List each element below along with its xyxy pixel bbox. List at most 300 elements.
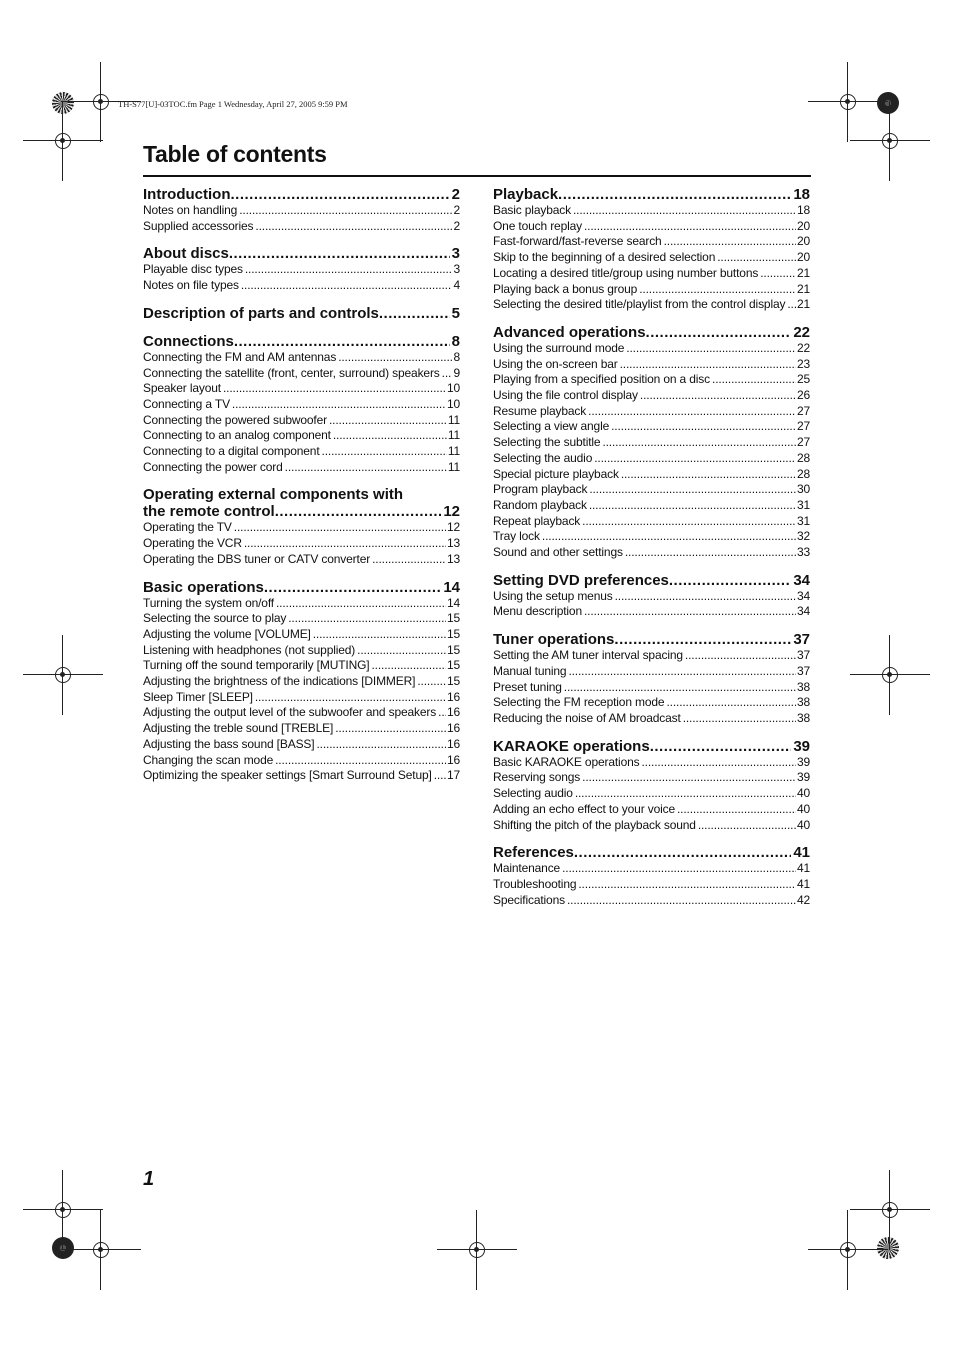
toc-entry[interactable] (493, 404, 810, 420)
section-heading[interactable] (143, 245, 460, 262)
color-target-icon (52, 1237, 74, 1259)
toc-entry[interactable] (493, 877, 810, 893)
entry-label: Tray lock (493, 529, 540, 544)
dot-leader (234, 520, 446, 536)
toc-section (493, 324, 810, 561)
section-page-number: 12 (443, 503, 460, 521)
title-rule (143, 175, 811, 177)
section-title: KARAOKE operations (493, 737, 650, 755)
toc-entry[interactable] (493, 680, 810, 696)
entry-page-number: 11 (447, 444, 460, 459)
dot-leader (573, 203, 796, 219)
dot-leader (717, 250, 796, 266)
entry-label: Specifications (493, 892, 565, 907)
entry-page-number: 15 (446, 611, 460, 626)
toc-entry[interactable] (143, 721, 460, 737)
section-title: Description of parts and controls (143, 304, 379, 322)
entry-label: Manual tuning (493, 663, 567, 678)
entry-page-number: 28 (796, 450, 810, 465)
section-page-number: 5 (451, 304, 460, 322)
entry-page-number: 11 (447, 428, 460, 443)
entry-label: Connecting a TV (143, 396, 230, 411)
section-page-number: 14 (443, 578, 460, 596)
entry-label: Selecting audio (493, 786, 573, 801)
entry-page-number: 13 (446, 551, 460, 566)
dot-leader (582, 770, 796, 786)
toc-entry[interactable] (143, 768, 460, 784)
dot-leader (255, 219, 452, 235)
dot-leader (442, 366, 453, 382)
dot-leader (245, 262, 453, 278)
section-title: Advanced operations (493, 323, 646, 341)
registration-mark-icon (828, 82, 868, 122)
entry-page-number: 2 (453, 218, 460, 233)
section-page-number: 34 (793, 571, 810, 589)
toc-entry[interactable] (493, 234, 810, 250)
section-title: About discs (143, 245, 229, 263)
toc-entry[interactable] (143, 460, 460, 476)
toc-entry[interactable] (493, 664, 810, 680)
entry-label: Using the setup menus (493, 588, 613, 603)
entry-label: Playing from a specified position on a disc (493, 372, 711, 387)
toc-section (143, 186, 460, 234)
entry-page-number: 10 (446, 396, 460, 411)
entry-page-number: 34 (796, 604, 810, 619)
dot-leader (685, 648, 796, 664)
entry-page-number: 42 (796, 892, 810, 907)
entry-page-number: 25 (796, 372, 810, 387)
dot-leader (313, 627, 446, 643)
section-heading[interactable] (493, 186, 810, 203)
toc-entry[interactable] (143, 690, 460, 706)
dot-leader (712, 372, 796, 388)
section-page-number: 2 (451, 186, 460, 203)
dot-leader (683, 711, 796, 727)
dot-leader (787, 297, 796, 313)
dot-leader (666, 695, 795, 711)
entry-page-number: 17 (446, 768, 460, 783)
dot-leader (588, 404, 796, 420)
section-page-number: 8 (451, 332, 460, 350)
toc-section (493, 738, 810, 834)
entry-label: Changing the scan mode (143, 752, 274, 767)
entry-page-number: 16 (446, 689, 460, 704)
entry-page-number: 16 (446, 705, 460, 720)
section-heading[interactable] (143, 579, 460, 596)
entry-page-number: 23 (796, 356, 810, 371)
toc-entry[interactable] (493, 282, 810, 298)
toc-section (143, 333, 460, 476)
toc-entry[interactable] (493, 482, 810, 498)
dot-leader (379, 305, 450, 322)
toc-entry[interactable] (493, 435, 810, 451)
entry-page-number: 38 (796, 710, 810, 725)
color-target-icon (877, 92, 899, 114)
entry-page-number: 20 (796, 218, 810, 233)
entry-page-number: 21 (796, 281, 810, 296)
dot-leader (669, 572, 791, 589)
registration-mark-icon (870, 121, 910, 161)
dot-leader (230, 186, 449, 203)
toc-entry[interactable] (493, 498, 810, 514)
toc-entry[interactable] (493, 861, 810, 877)
entry-label: Basic KARAOKE operations (493, 754, 640, 769)
section-title: Introduction (143, 186, 231, 203)
toc-entry[interactable] (493, 589, 810, 605)
dot-leader (574, 844, 791, 861)
entry-page-number: 20 (796, 250, 810, 265)
section-title: Basic operations (143, 578, 264, 596)
section-heading[interactable] (493, 844, 810, 861)
registration-mark-icon (870, 1190, 910, 1230)
entry-page-number: 14 (446, 595, 460, 610)
toc-entry[interactable] (493, 711, 810, 727)
entry-page-number: 11 (447, 459, 460, 474)
entry-label: Setting the AM tuner interval spacing (493, 648, 683, 663)
entry-page-number: 15 (446, 626, 460, 641)
dot-leader (621, 467, 796, 483)
dot-leader (677, 802, 796, 818)
entry-page-number: 37 (796, 648, 810, 663)
registration-mark-icon (81, 82, 121, 122)
entry-label: Adjusting the treble sound [TREBLE] (143, 721, 334, 736)
entry-page-number: 15 (446, 642, 460, 657)
toc-entry[interactable] (143, 350, 460, 366)
toc-entry[interactable] (143, 536, 460, 552)
entry-label: Playable disc types (143, 262, 243, 277)
toc-entry[interactable] (143, 413, 460, 429)
toc-section (143, 486, 460, 567)
entry-page-number: 21 (796, 265, 810, 280)
toc-entry[interactable] (143, 520, 460, 536)
section-heading[interactable] (493, 572, 810, 589)
entry-page-number: 28 (796, 466, 810, 481)
color-target-icon (877, 1237, 899, 1259)
section-title: Setting DVD preferences (493, 571, 669, 589)
toc-entry[interactable] (143, 278, 460, 294)
entry-label: Selecting the subtitle (493, 435, 601, 450)
entry-page-number: 16 (446, 736, 460, 751)
entry-page-number: 22 (796, 340, 810, 355)
toc-column-right (493, 186, 810, 919)
entry-label: Shifting the pitch of the playback sound (493, 817, 696, 832)
dot-leader (542, 529, 796, 545)
toc-entry[interactable] (493, 341, 810, 357)
dot-leader (589, 482, 796, 498)
section-title: References (493, 844, 574, 862)
section-page-number: 39 (793, 737, 810, 755)
section-title: Playback (493, 186, 559, 203)
dot-leader (584, 219, 796, 235)
toc-section (493, 186, 810, 313)
toc-entry[interactable] (143, 552, 460, 568)
section-heading[interactable] (143, 333, 460, 350)
entry-label: Repeat playback (493, 513, 581, 528)
dot-leader (650, 738, 792, 755)
dot-leader (698, 818, 796, 834)
dot-leader (333, 428, 447, 444)
section-page-number: 22 (793, 323, 810, 341)
entry-page-number: 16 (446, 752, 460, 767)
entry-page-number: 27 (796, 403, 810, 418)
entry-label: Connecting to an analog component (143, 428, 331, 443)
entry-label: Skip to the beginning of a desired selection (493, 250, 716, 265)
toc-entry[interactable] (493, 786, 810, 802)
entry-label: Random playback (493, 497, 587, 512)
registration-mark-icon (870, 655, 910, 695)
toc-entry[interactable] (493, 695, 810, 711)
section-page-number: 37 (793, 631, 810, 649)
toc-entry[interactable] (143, 596, 460, 612)
dot-leader (575, 786, 796, 802)
dot-leader (417, 674, 446, 690)
page-title: Table of contents (143, 141, 327, 167)
toc-entry[interactable] (493, 467, 810, 483)
entry-label: Playing back a bonus group (493, 281, 638, 296)
dot-leader (288, 611, 446, 627)
toc-entry[interactable] (143, 262, 460, 278)
registration-mark-icon (43, 121, 83, 161)
dot-leader (232, 397, 446, 413)
color-target-icon (52, 92, 74, 114)
entry-label: Basic playback (493, 203, 571, 217)
entry-page-number: 37 (796, 663, 810, 678)
entry-label: Menu description (493, 604, 582, 619)
dot-leader (760, 266, 796, 282)
dot-leader (322, 444, 447, 460)
toc-section (493, 572, 810, 620)
section-heading[interactable] (493, 738, 810, 755)
entry-label: Special picture playback (493, 466, 619, 481)
toc-entry[interactable] (143, 444, 460, 460)
entry-label: Supplied accessories (143, 218, 254, 233)
entry-label: Reducing the noise of AM broadcast (493, 710, 681, 725)
entry-label: Locating a desired title/group using number buttons (493, 265, 759, 280)
entry-label: Resume playback (493, 403, 587, 418)
entry-label: Speaker layout (143, 381, 221, 396)
entry-label: Notes on file types (143, 278, 239, 293)
file-info-header: TH-S77[U]-03TOC.fm Page 1 Wednesday, April 27, 2005 9:59 PM (118, 99, 348, 109)
entry-label: Turning off the sound temporarily [MUTING] (143, 658, 370, 673)
entry-label: Adjusting the output level of the subwoofer and speakers (143, 705, 437, 720)
entry-page-number: 40 (796, 786, 810, 801)
dot-leader (602, 435, 796, 451)
toc-entry[interactable] (493, 266, 810, 282)
entry-label: Listening with headphones (not supplied) (143, 642, 356, 657)
entry-label: Adjusting the bass sound [BASS] (143, 736, 315, 751)
section-heading[interactable] (493, 324, 810, 341)
registration-mark-icon (81, 1230, 121, 1270)
dot-leader (372, 552, 446, 568)
toc-entry[interactable] (493, 818, 810, 834)
entry-page-number: 38 (796, 679, 810, 694)
toc-entry[interactable] (493, 388, 810, 404)
entry-label: Operating the DBS tuner or CATV converter (143, 551, 371, 566)
section-heading[interactable] (143, 186, 460, 203)
entry-page-number: 20 (796, 234, 810, 249)
entry-label: Turning the system on/off (143, 595, 274, 610)
toc-entry[interactable] (143, 203, 460, 219)
toc-entry[interactable] (143, 674, 460, 690)
toc-entry[interactable] (493, 545, 810, 561)
section-heading[interactable] (143, 486, 460, 520)
section-heading[interactable] (493, 631, 810, 648)
toc-entry[interactable] (143, 611, 460, 627)
entry-page-number: 8 (453, 349, 460, 364)
toc-entry[interactable] (493, 755, 810, 771)
toc-entry[interactable] (493, 770, 810, 786)
entry-page-number: 26 (796, 388, 810, 403)
dot-leader (625, 545, 796, 561)
dot-leader (640, 388, 796, 404)
entry-page-number: 16 (446, 721, 460, 736)
entry-label: Selecting the source to play (143, 611, 287, 626)
entry-page-number: 41 (796, 876, 810, 891)
entry-label: Fast-forward/fast-reverse search (493, 234, 662, 249)
toc-entry[interactable] (493, 250, 810, 266)
toc-entry[interactable] (493, 648, 810, 664)
dot-leader (264, 579, 441, 596)
toc-entry[interactable] (143, 643, 460, 659)
section-title-line2: the remote control (143, 503, 275, 521)
entry-page-number: 31 (796, 497, 810, 512)
entry-label: Program playback (493, 482, 588, 497)
registration-mark-icon (828, 1230, 868, 1270)
entry-page-number: 27 (796, 435, 810, 450)
entry-page-number: 30 (796, 482, 810, 497)
entry-label: Sleep Timer [SLEEP] (143, 689, 253, 704)
dot-leader (626, 341, 796, 357)
dot-leader (357, 643, 446, 659)
section-title: Connections (143, 332, 234, 350)
toc-entry[interactable] (493, 219, 810, 235)
toc-entry[interactable] (493, 203, 810, 219)
registration-mark-icon (457, 1230, 497, 1270)
dot-leader (564, 680, 796, 696)
entry-label: Adjusting the brightness of the indications [DIMMER] (143, 674, 416, 689)
toc-entry[interactable] (143, 366, 460, 382)
toc-entry[interactable] (143, 219, 460, 235)
dot-leader (611, 419, 796, 435)
toc-entry[interactable] (493, 419, 810, 435)
dot-leader (568, 664, 796, 680)
toc-entry[interactable] (143, 737, 460, 753)
dot-leader (276, 596, 446, 612)
toc-section (143, 579, 460, 784)
entry-label: Selecting the FM reception mode (493, 695, 665, 710)
dot-leader (338, 350, 452, 366)
entry-page-number: 12 (446, 520, 460, 535)
dot-leader (614, 631, 791, 648)
dot-leader (371, 658, 445, 674)
registration-mark-icon (43, 1190, 83, 1230)
section-heading-line (143, 503, 460, 520)
section-title: Tuner operations (493, 631, 615, 649)
entry-page-number: 2 (453, 203, 460, 217)
entry-label: Selecting a view angle (493, 419, 610, 434)
entry-label: Preset tuning (493, 679, 562, 694)
dot-leader (275, 503, 442, 520)
entry-label: Selecting the desired title/playlist from the control display (493, 297, 786, 312)
entry-page-number: 18 (796, 203, 810, 217)
entry-label: Notes on handling (143, 203, 238, 217)
section-title: Operating external components with (143, 486, 404, 504)
dot-leader (582, 514, 796, 530)
entry-label: Connecting the FM and AM antennas (143, 349, 337, 364)
entry-page-number: 13 (446, 536, 460, 551)
dot-leader (594, 451, 796, 467)
toc-entry[interactable] (143, 658, 460, 674)
toc-entry[interactable] (493, 514, 810, 530)
dot-leader (244, 536, 446, 552)
toc-entry[interactable] (493, 893, 810, 909)
entry-label: Connecting the satellite (front, center, surround) speakers (143, 365, 440, 380)
toc-entry[interactable] (143, 627, 460, 643)
dot-leader (223, 381, 446, 397)
toc-entry[interactable] (143, 397, 460, 413)
toc-entry[interactable] (493, 357, 810, 373)
toc-entry[interactable] (143, 381, 460, 397)
dot-leader (646, 324, 792, 341)
toc-entry[interactable] (493, 297, 810, 313)
entry-label: Using the file control display (493, 388, 638, 403)
toc-entry[interactable] (493, 802, 810, 818)
toc-entry[interactable] (143, 428, 460, 444)
entry-label: Operating the TV (143, 520, 232, 535)
entry-page-number: 33 (796, 545, 810, 560)
entry-page-number: 9 (453, 365, 460, 380)
entry-page-number: 41 (796, 861, 810, 876)
dot-leader (589, 498, 796, 514)
toc-column-left (143, 186, 460, 795)
entry-page-number: 40 (796, 817, 810, 832)
entry-label: Adding an echo effect to your voice (493, 801, 675, 816)
toc-entry[interactable] (493, 529, 810, 545)
entry-label: Connecting the power cord (143, 459, 283, 474)
section-heading[interactable] (143, 305, 460, 322)
entry-label: Sound and other settings (493, 545, 623, 560)
toc-entry[interactable] (493, 451, 810, 467)
entry-label: Reserving songs (493, 770, 581, 785)
toc-section (143, 245, 460, 293)
dot-leader (615, 589, 796, 605)
entry-label: Using the surround mode (493, 340, 625, 355)
entry-page-number: 15 (446, 658, 460, 673)
dot-leader (639, 282, 796, 298)
dot-leader (558, 186, 791, 203)
dot-leader (285, 460, 447, 476)
dot-leader (241, 278, 453, 294)
entry-page-number: 32 (796, 529, 810, 544)
entry-label: Connecting to a digital component (143, 444, 320, 459)
entry-page-number: 39 (796, 754, 810, 769)
toc-entry[interactable] (143, 705, 460, 721)
dot-leader (335, 721, 446, 737)
section-page-number: 18 (793, 186, 810, 203)
entry-label: Maintenance (493, 861, 561, 876)
entry-label: Selecting the audio (493, 450, 593, 465)
entry-label: Adjusting the volume [VOLUME] (143, 626, 311, 641)
toc-entry[interactable] (493, 604, 810, 620)
toc-section (493, 844, 810, 908)
entry-page-number: 21 (796, 297, 810, 312)
entry-page-number: 31 (796, 513, 810, 528)
toc-entry[interactable] (493, 372, 810, 388)
entry-label: Connecting the powered subwoofer (143, 412, 327, 427)
toc-entry[interactable] (143, 753, 460, 769)
section-page-number: 41 (793, 844, 810, 862)
entry-label: Optimizing the speaker settings [Smart Surround Setup] (143, 768, 432, 783)
